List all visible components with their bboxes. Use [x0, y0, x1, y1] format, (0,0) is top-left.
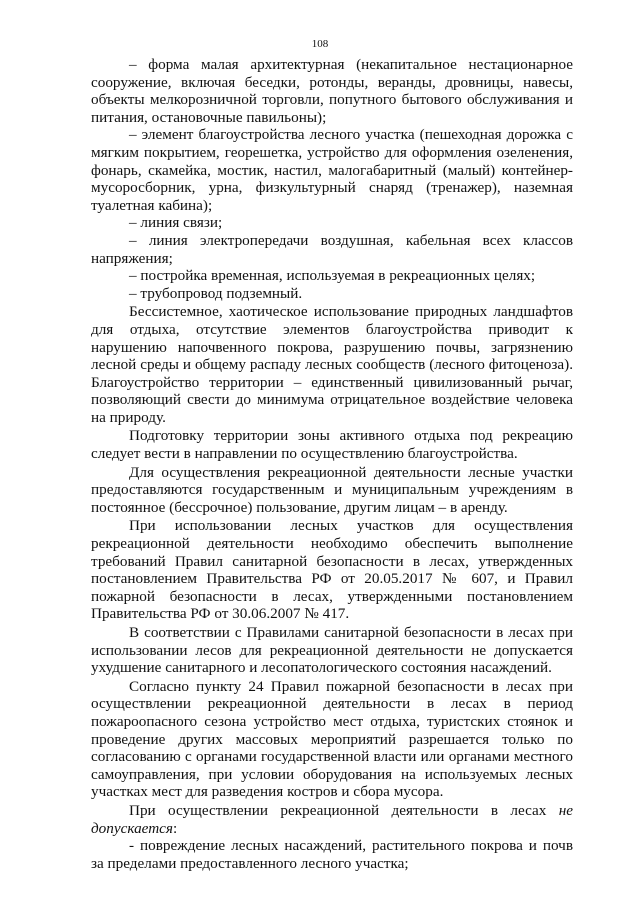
- prohibitions-colon: :: [172, 819, 178, 837]
- list-item-temporary-building: – постройка временная, используемая в рекреационных целях;: [129, 267, 536, 285]
- paragraph-land-provision: Для осуществления рекреационной деятельности лесные участки предоставляются государственным и муниципальным учреждениям в постоянное (бессрочное) пользование, другим лицам – в аренду.: [91, 463, 573, 516]
- paragraph-sanitary-rules: В соответствии с Правилами санитарной безопасности в лесах при использовании лесов для рекреационной деятельности не допускается ухудшение санитарного и лесопатологического состояния насаждений.: [91, 624, 573, 677]
- list-item-pipeline: – трубопровод подземный.: [129, 284, 303, 302]
- list-item-small-architectural-form: – форма малая архитектурная (некапитальное нестационарное сооружение, включая беседки, ротонды, веранды, дровницы, навесы, объекты мелкорозничной торговли, попутного бытового обслуживания и питания, остановочные павильоны);: [91, 56, 573, 126]
- paragraph-unsystematic-use: Бессистемное, хаотическое использование природных ландшафтов для отдыха, отсутствие элементов благоустройства приводит к нарушению напочвенного покрова, разрушению почвы, загрязнению лесной среды и общему распаду лесных сообществ (лесного фитоценоза). Благоустройство территории – единственный цивилизованный рычаг, позволяющий свести до минимума отрицательное воздействие человека на природу.: [91, 303, 573, 426]
- prohibitions-emphasis: не допускается: [91, 801, 573, 837]
- list-item-communication-line: – линия связи;: [129, 214, 223, 232]
- list-item-landscaping-element: – элемент благоустройства лесного участка (пешеходная дорожка с мягким покрытием, георешетка, устройство для оформления озеленения, фонарь, скамейка, мостик, настил, малогабаритный (малый) контейнер-мусоросборник, урна, физкультурный снаряд (тренажер), наземная туалетная кабина);: [91, 126, 573, 214]
- paragraph-territory-preparation: Подготовку территории зоны активного отдыха под рекреацию следует вести в направлении по осуществлению благоустройства.: [91, 427, 573, 463]
- document-body: [91, 56, 573, 872]
- paragraph-safety-rules: При использовании лесных участков для осуществления рекреационной деятельности необходимо обеспечить выполнение требований Правил санитарной безопасности в лесах, утвержденных постановлением Правительства РФ от 20.05.2017 № 607, и Правил пожарной безопасности в лесах, утвержденными постановлением Правительства РФ от 30.06.2007 № 417.: [91, 517, 573, 623]
- page-number: 108: [311, 38, 329, 50]
- list-item-damage-prohibition: - повреждение лесных насаждений, растительного покрова и почв за пределами предоставленного лесного участка;: [91, 837, 573, 872]
- prohibitions-intro-text: При осуществлении рекреационной деятельности в лесах: [129, 801, 559, 819]
- paragraph-fire-rules: Согласно пункту 24 Правил пожарной безопасности в лесах при осуществлении рекреационной деятельности в лесах в период пожароопасного сезона устройство мест отдыха, туристских стоянок и проведение других массовых мероприятий разрешается только по согласованию с органами государственной власти или органами местного самоуправления, при условии оборудования на используемых лесных участках мест для разведения костров и сбора мусора.: [91, 677, 573, 801]
- list-item-power-line: – линия электропередачи воздушная, кабельная всех классов напряжения;: [91, 231, 573, 267]
- paragraph-prohibitions-intro: [91, 802, 573, 837]
